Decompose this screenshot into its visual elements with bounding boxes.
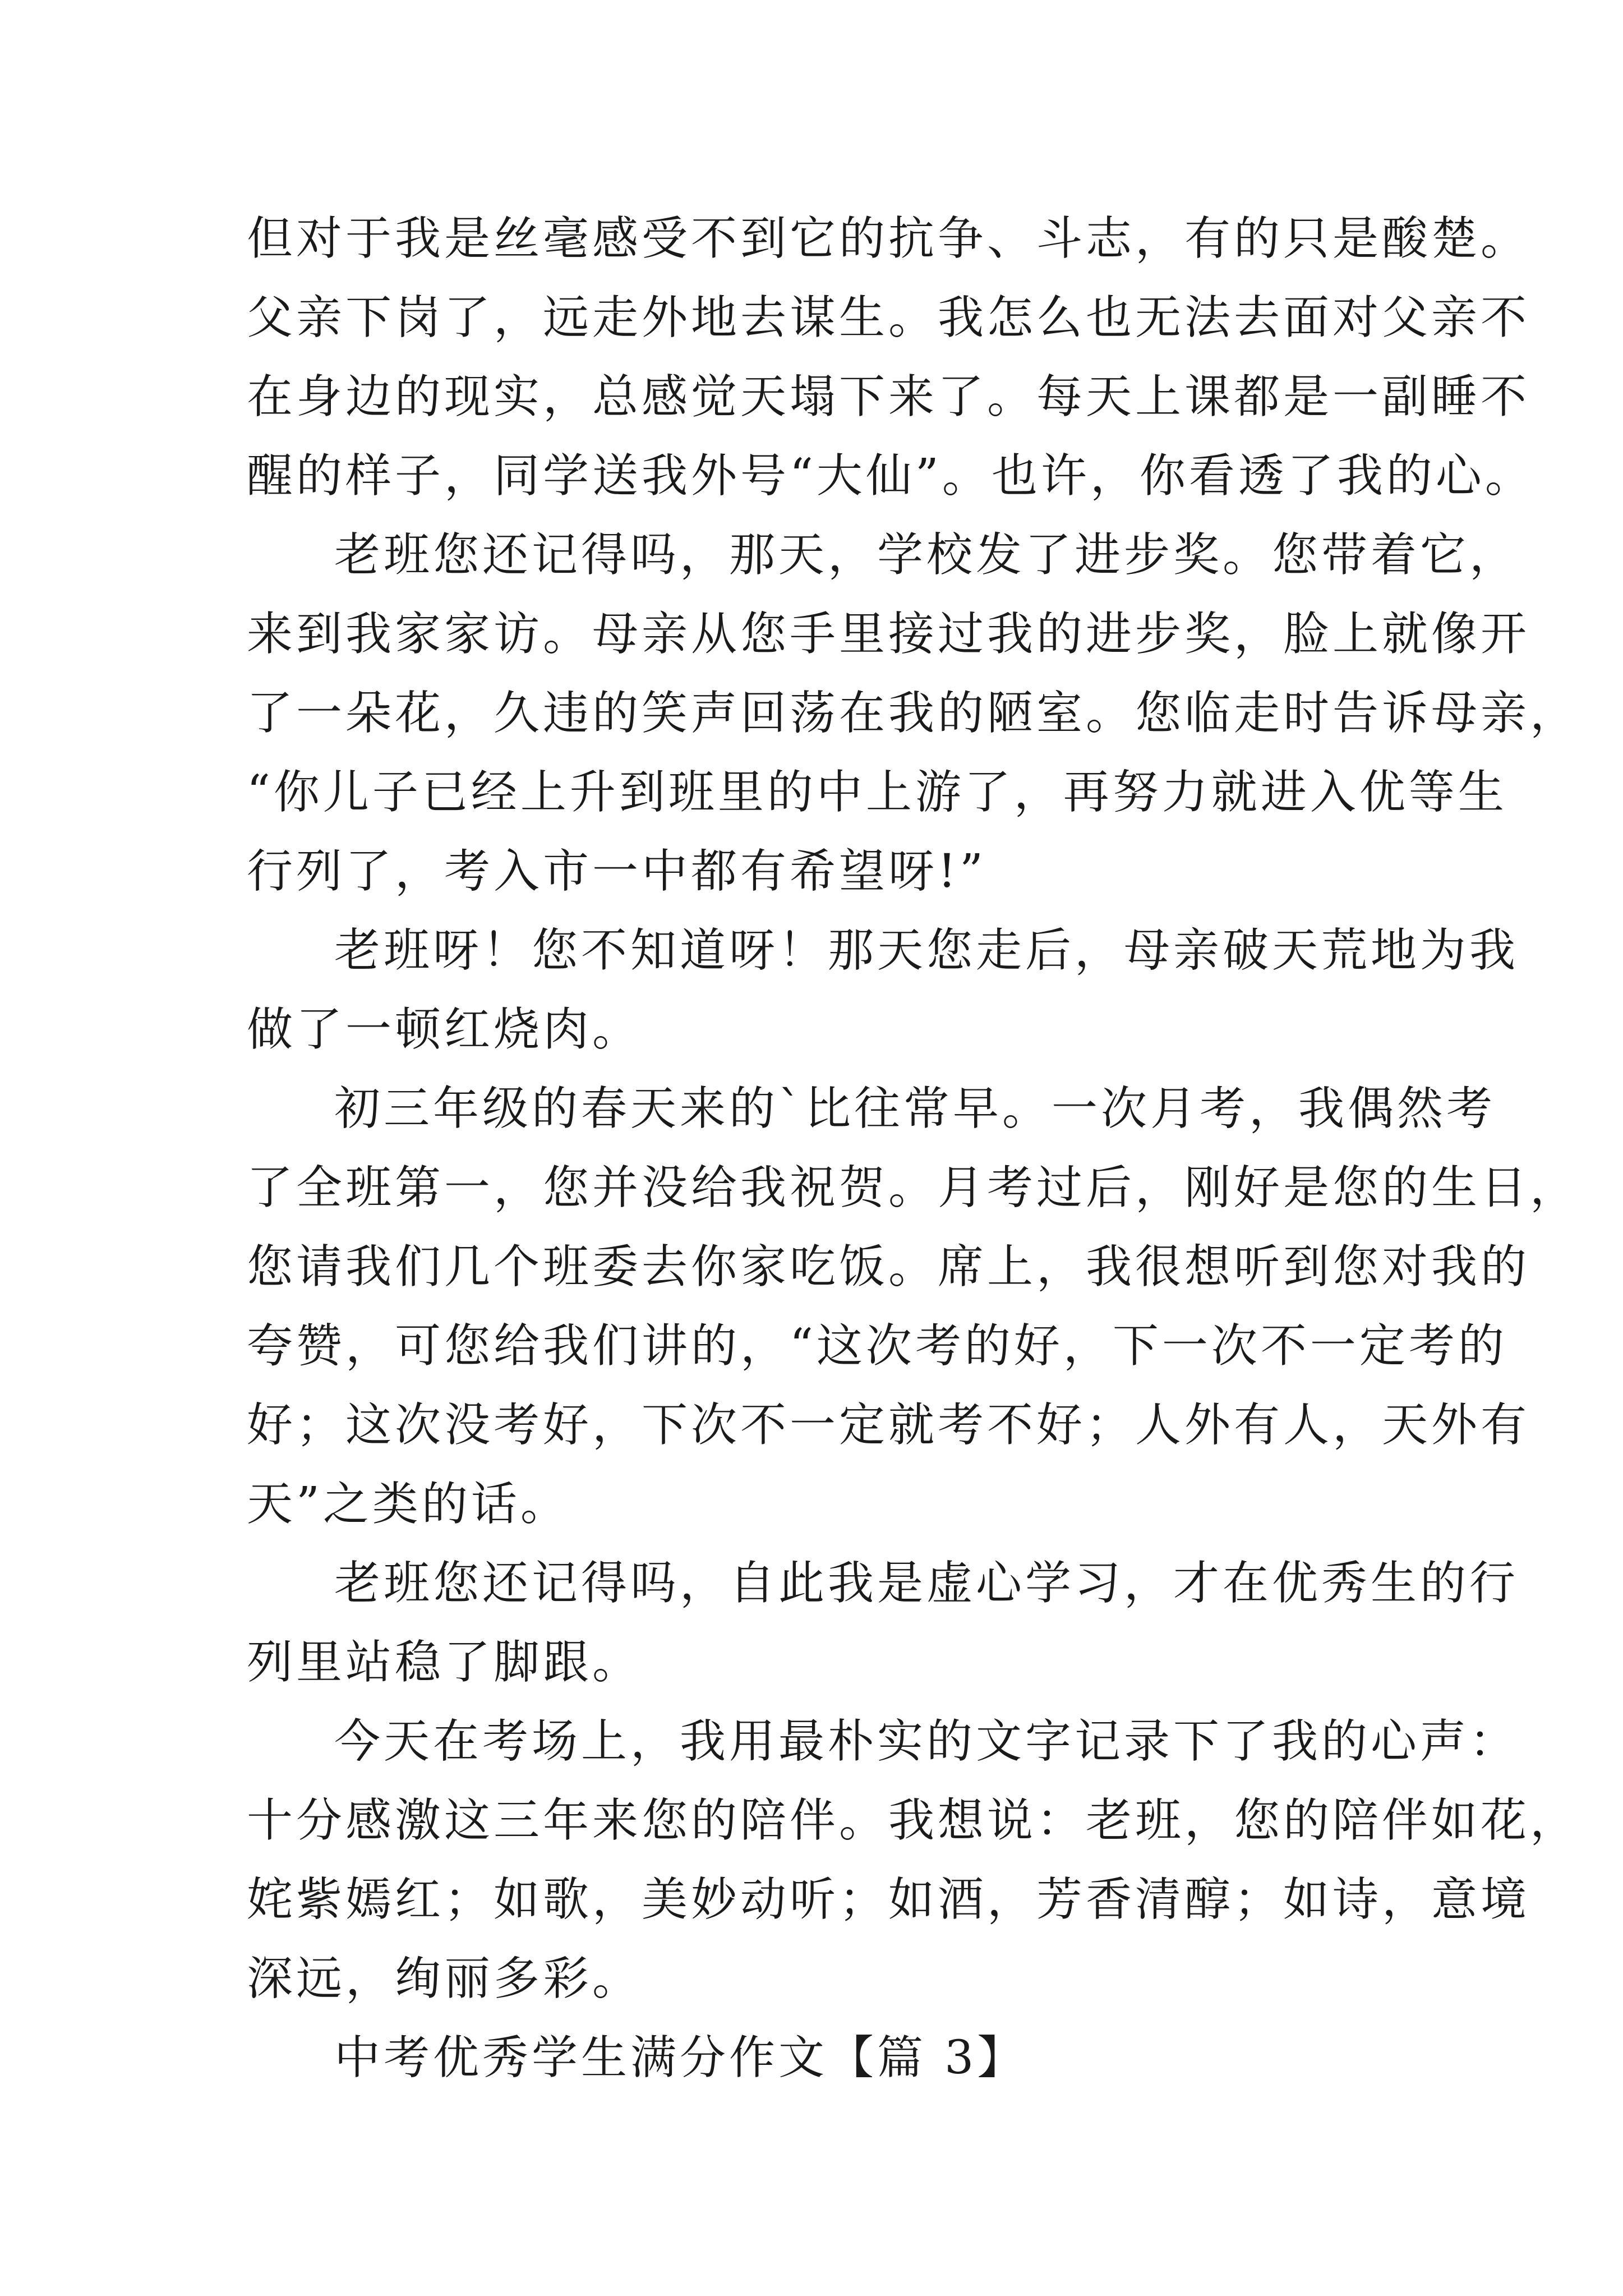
paragraph-start-line: 初三年级的春天来的`比往常早。一次月考，我偶然考	[334, 1082, 1496, 1135]
text-line: 父亲下岗了，远走外地去谋生。我怎么也无法去面对父亲不	[247, 291, 1530, 344]
essay-body	[247, 199, 1580, 2097]
text-line: 列里站稳了脚跟。	[247, 1636, 642, 1689]
text-line: 姹紫嫣红；如歌，美妙动听；如酒，芳香清醇；如诗，意境	[247, 1873, 1530, 1926]
text-line: 了全班第一，您并没给我祝贺。月考过后，刚好是您的生日，	[247, 1161, 1580, 1214]
paragraph-start-line: 今天在考场上，我用最朴实的文字记录下了我的心声：	[334, 1715, 1519, 1768]
text-line: 行列了，考入市一中都有希望呀!”	[247, 845, 986, 898]
text-line: 醒的样子，同学送我外号“大仙”。也许，你看透了我的心。	[247, 449, 1534, 503]
text-line: 好；这次没考好，下次不一定就考不好；人外有人，天外有	[247, 1398, 1530, 1452]
text-line: 但对于我是丝毫感受不到它的抗争、斗志，有的只是酸楚。	[247, 212, 1530, 265]
text-line: 来到我家家访。母亲从您手里接过我的进步奖，脸上就像开	[247, 608, 1530, 661]
text-line: 天”之类的话。	[247, 1478, 570, 1531]
text-line: 十分感激这三年来您的陪伴。我想说：老班，您的陪伴如花，	[247, 1794, 1580, 1847]
text-line: 您请我们几个班委去你家吃饭。席上，我很想听到您对我的	[247, 1240, 1530, 1294]
text-line: 夸赞，可您给我们讲的，“这次考的好，下一次不一定考的	[247, 1319, 1507, 1373]
text-line: 了一朵花，久违的笑声回荡在我的陋室。您临走时告诉母亲，	[247, 687, 1580, 740]
text-line: 深远，绚丽多彩。	[247, 1952, 642, 2005]
text-line: 在身边的现实，总感觉天塌下来了。每天上课都是一副睡不	[247, 370, 1530, 424]
text-line: “你儿子已经上升到班里的中上游了，再努力就进入优等生	[247, 766, 1507, 819]
paragraph-start-line: 老班您还记得吗，自此我是虚心学习，才在优秀生的行	[334, 1557, 1519, 1610]
section-heading: 中考优秀学生满分作文【篇 3】	[334, 2031, 1027, 2085]
paragraph-start-line: 老班呀！您不知道呀！那天您走后，母亲破天荒地为我	[334, 924, 1519, 977]
text-line: 做了一顿红烧肉。	[247, 1003, 642, 1056]
paragraph-start-line: 老班您还记得吗，那天，学校发了进步奖。您带着它，	[334, 528, 1519, 582]
